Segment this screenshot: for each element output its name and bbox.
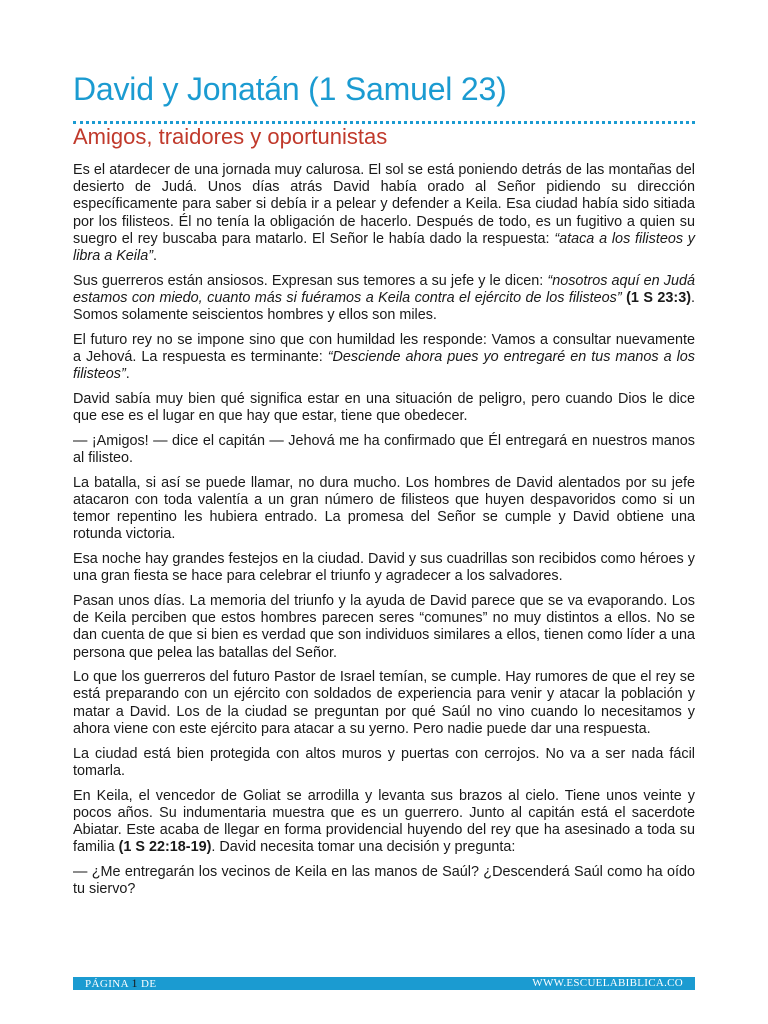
paragraph <box>73 433 695 467</box>
quote-text: “Desciende ahora pues yo entregaré en tus manos a los filisteos” <box>73 349 695 383</box>
page-number: 1 <box>131 976 138 990</box>
paragraph-text: . <box>125 366 130 383</box>
paragraph-text: En Keila, el vencedor de Goliat se arrodilla y levanta sus brazos al cielo. Tiene unos veinte y pocos años. Su indumentaria muestra que es un guerrero. Junto al capitán está el sacerdote Abiatar. Este acaba de llegar en forma providencial huyendo del rey que ha asesinado a toda su familia <box>73 787 695 856</box>
paragraph <box>73 475 695 544</box>
page-subtitle: Amigos, traidores y oportunistas <box>73 124 388 149</box>
paragraph <box>73 391 695 425</box>
website-link[interactable]: WWW.ESCUELABIBLICA.CO <box>532 977 683 989</box>
paragraph <box>73 864 695 898</box>
paragraph-text: . <box>153 248 157 265</box>
paragraph-text: La batalla, si así se puede llamar, no dura mucho. Los hombres de David alentados por su jefe atacaron con toda valentía a un gran número de filisteos que huyen despavoridos como si un temor repentino les hubiera entrado. La promesa del Señor se cumple y David obtiene una rotunda victoria. <box>73 474 695 543</box>
paragraph-text: Sus guerreros están ansiosos. Expresan sus temores a su jefe y le dicen: <box>73 272 548 289</box>
paragraph-text: David sabía muy bien qué significa estar en una situación de peligro, pero cuando Dios le dice que ese es el lugar en que hay que estar, tiene que obedecer. <box>73 390 695 425</box>
paragraph-text: Esa noche hay grandes festejos en la ciudad. David y sus cuadrillas son recibidos como héroes y una gran fiesta se hace para celebrar el triunfo y agradecer a los salvadores. <box>73 551 695 585</box>
page-title: David y Jonatán (1 Samuel 23) <box>73 71 507 107</box>
quote-text: “nosotros aquí en Judá estamos con miedo, cuanto más si fuéramos a Keila contra el ejército de los filisteos” <box>73 272 696 306</box>
paragraph-text: Es el atardecer de una jornada muy calurosa. El sol se está poniendo detrás de las montañas del desierto de Judá. Unos días atrás David había orado al Señor pidiendo su dirección específicamente para saber si debía ir a pelear y defender a Keila. Esa ciudad había sido sitiada por los filisteos. Él no tenía la obligación de hacerlo. Después de todo, es un fugitivo a quien su suegro el rey buscaba para matarlo. El Señor le había dado la respuesta: <box>73 162 695 247</box>
paragraph <box>73 273 695 325</box>
page-indicator <box>85 977 157 991</box>
paragraph <box>73 551 695 585</box>
paragraph <box>73 332 695 384</box>
scripture-reference: (1 S 22:18-19) <box>118 839 212 856</box>
paragraph <box>73 746 695 780</box>
paragraph-text: . Somos solamente seiscientos hombres y ellos son miles. <box>73 289 695 324</box>
paragraph-text: — ¿Me entregarán los vecinos de Keila en las manos de Saúl? ¿Descenderá Saúl como ha oído tu siervo? <box>73 863 695 898</box>
paragraph-text: El futuro rey no se impone sino que con humildad les responde: Vamos a consultar nuevamente a Jehová. La respuesta es terminante: <box>73 331 695 366</box>
page-of: DE <box>137 978 157 990</box>
paragraph <box>73 788 695 857</box>
article-body <box>73 162 695 906</box>
page-footer <box>73 977 695 990</box>
paragraph-text: La ciudad está bien protegida con altos muros y puertas con cerrojos. No va a ser nada fácil tomarla. <box>73 745 695 779</box>
paragraph-text: . David necesita tomar una decisión y pregunta: <box>211 839 516 856</box>
quote-text: “ataca a los filisteos y libra a Keila” <box>73 230 695 265</box>
paragraph-text: Pasan unos días. La memoria del triunfo y la ayuda de David parece que se va evaporando. Los de Keila perciben que estos hombres parecen seres “comunes” no muy distintos a ellos. No se dan cuenta de que si bien es verdad que son individuos similares a ellos, tienen como líder a una persona que pelea las batallas del Señor. <box>73 592 695 661</box>
scripture-reference: (1 S 23:3) <box>626 289 691 306</box>
paragraph <box>73 669 695 738</box>
paragraph <box>73 162 695 265</box>
paragraph-text: — ¡Amigos! — dice el capitán — Jehová me ha confirmado que Él entregará en nuestros manos al filisteo. <box>73 432 695 467</box>
paragraph-text: Lo que los guerreros del futuro Pastor de Israel temían, se cumple. Hay rumores de que el rey se está preparando con un ejército con soldados de experiencia para venir y atacar la población y matar a David. Los de la ciudad se preguntan por qué Saúl no vino cuando lo necesitamos y ahora viene con este ejército para atacar a su yerno. Pero nadie puede dar una respuesta. <box>73 669 695 737</box>
page-label: PÁGINA <box>85 978 132 990</box>
paragraph <box>73 593 695 662</box>
